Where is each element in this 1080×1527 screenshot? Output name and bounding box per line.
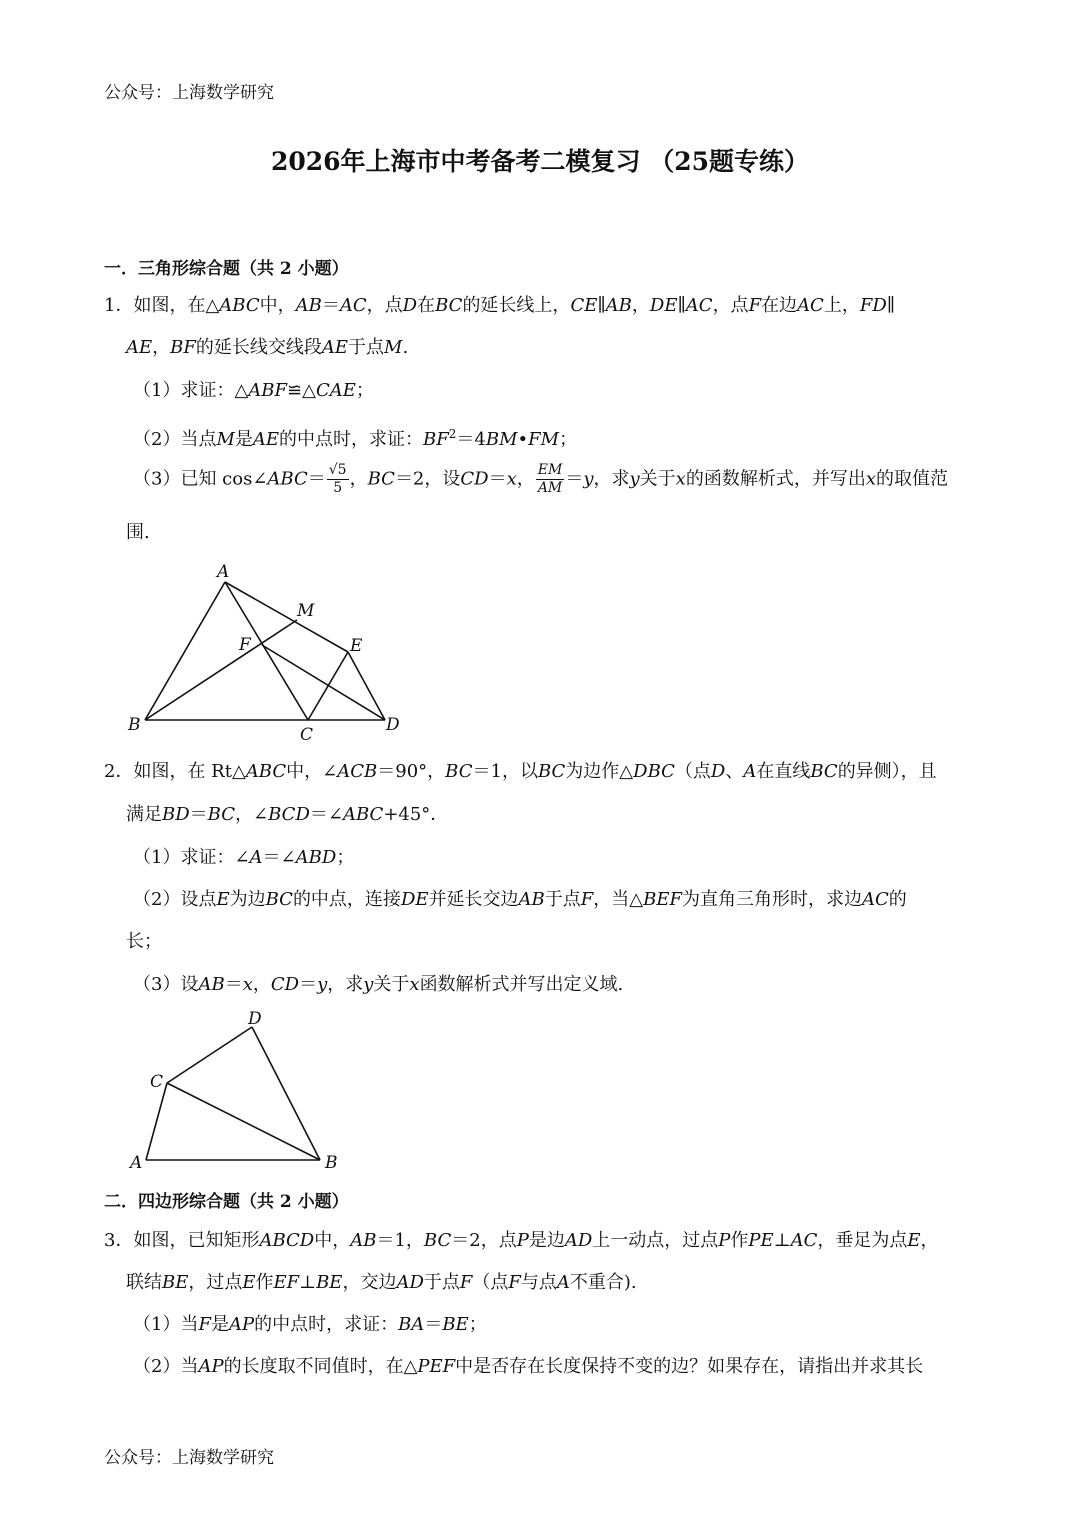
section-heading-2: 二．四边形综合题（共 2 小题） <box>104 1192 349 1212</box>
label-m: M <box>297 601 315 621</box>
label-a: A <box>130 1153 143 1173</box>
label-b: B <box>325 1153 338 1173</box>
label-f: F <box>239 635 251 655</box>
q1-line-2: AE，BF的延长线交线段AE于点M. <box>126 337 409 358</box>
q1-part-3-cont: 围. <box>126 522 150 543</box>
q3-part-1: （1）当F是AP的中点时，求证：BA＝BE； <box>133 1314 487 1335</box>
q3-part-2: （2）当AP的长度取不同值时，在△PEF中是否存在长度保持不变的边？如果存在，请指出并求其长 <box>133 1356 924 1377</box>
segment-cd <box>167 1027 252 1083</box>
q3-line-1: 3．如图，已知矩形ABCD中，AB＝1，BC＝2，点P是边AD上一动点，过点P作PE⊥AC，垂足为点E， <box>104 1230 939 1251</box>
fraction-em-over-am: $\frac{EM}{AM}$ <box>537 462 563 496</box>
segment-ab <box>145 582 225 720</box>
q2-line-2: 满足BD＝BC，∠BCD＝∠ABC+45°． <box>126 804 449 825</box>
page-title: 2026年上海市中考备考二模复习 （25题专练） <box>270 147 810 176</box>
label-b: B <box>128 715 141 735</box>
label-d: D <box>386 715 400 735</box>
q2-part-1: （1）求证：∠A＝∠ABD； <box>133 847 355 868</box>
segment-ac <box>225 582 308 720</box>
label-c: C <box>150 1072 164 1092</box>
q2-part-2: （2）设点E为边BC的中点，连接DE并延长交边AB于点F，当△BEF为直角三角形时，求边AC的 <box>133 889 907 910</box>
segment-cb <box>167 1083 320 1160</box>
segment-fd <box>262 645 385 720</box>
q1-figure <box>120 560 420 745</box>
page-header: 公众号：上海数学研究 <box>104 83 274 103</box>
q2-part-3: （3）设AB＝x，CD＝y，求y关于x函数解析式并写出定义域. <box>133 974 624 995</box>
q3-line-2: 联结BE，过点E作EF⊥BE，交边AD于点F（点F与点A不重合). <box>126 1272 637 1293</box>
q2-part-2-cont: 长； <box>126 931 162 952</box>
q1-line-1: 1．如图，在△ABC中，AB＝AC，点D在BC的延长线上，CE∥AB，DE∥AC，点F在边AC上，FD∥ <box>104 295 896 316</box>
section-heading-1: 一．三角形综合题（共 2 小题） <box>104 259 349 279</box>
label-c: C <box>300 725 314 745</box>
q1-part-2: （2）当点M是AE的中点时，求证：$BF^2=4BM•FM$； <box>133 427 578 450</box>
page-footer: 公众号：上海数学研究 <box>104 1448 274 1468</box>
q2-figure <box>120 1005 360 1177</box>
label-d: D <box>248 1009 262 1029</box>
q1-part-1: （1）求证：△ABF≌△CAE； <box>133 380 374 401</box>
label-a: A <box>217 562 230 582</box>
fraction-sqrt5-over-5: $\frac{√5}{5}$ <box>328 462 347 496</box>
segment-ac <box>146 1083 167 1160</box>
segment-bm <box>145 620 297 720</box>
segment-db <box>252 1027 320 1160</box>
segment-de <box>348 652 385 720</box>
q2-line-1: 2．如图，在 Rt△ABC中，∠ACB＝90°，BC＝1，以BC为边作△DBC（点D、A在直线BC的异侧），且 <box>104 761 937 782</box>
label-e: E <box>350 636 363 656</box>
q1-part-3: （3）已知 cos∠ABC＝ $\frac{√5}{5}$ ，BC＝2，设CD＝x， $\frac{EM}{AM}$ ＝y，求y关于x的函数解析式，并写出x的取值范 <box>133 462 948 496</box>
